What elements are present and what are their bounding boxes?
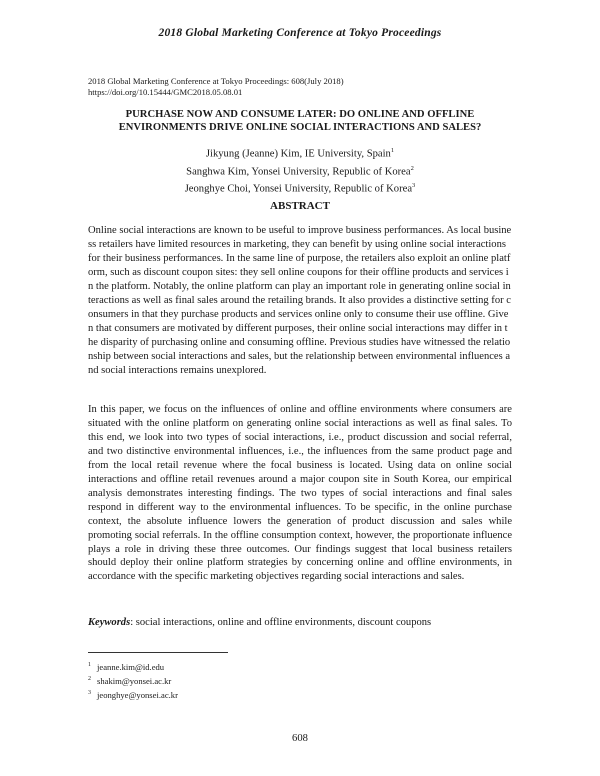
- author-1-footnote-mark[interactable]: 1: [390, 147, 395, 154]
- author-1: [60, 144, 540, 162]
- footnotes: [88, 659, 178, 701]
- publication-meta: [88, 76, 528, 98]
- footnote-3-email[interactable]: jeonghye@yonsei.ac.kr: [97, 689, 178, 700]
- author-list: [60, 144, 540, 197]
- abstract-heading: ABSTRACT: [270, 200, 330, 212]
- title-line-1: PURCHASE NOW AND CONSUME LATER: DO ONLINE AND OFFLINE: [125, 109, 475, 120]
- doi-link[interactable]: https://doi.org/10.15444/GMC2018.05.08.01: [88, 87, 243, 97]
- footnote-2-mark: 2: [88, 676, 91, 683]
- footnote-2-email[interactable]: shakim@yonsei.ac.kr: [97, 675, 172, 686]
- footnote-1-email[interactable]: jeanne.kim@id.edu: [97, 661, 165, 672]
- author-3-text: Jeonghye Choi, Yonsei University, Republic of Korea: [184, 183, 413, 195]
- footnote-1-mark: 1: [88, 662, 91, 668]
- author-3-footnote-mark[interactable]: 3: [412, 182, 416, 190]
- author-1-text: Jikyung (Jeanne) Kim, IE University, Spain: [205, 148, 391, 160]
- footnote-3: [88, 687, 178, 701]
- author-2: [60, 162, 540, 180]
- author-2-text: Sanghwa Kim, Yonsei University, Republic of Korea: [186, 166, 411, 178]
- author-2-footnote-mark[interactable]: 2: [410, 164, 414, 172]
- footnote-divider: [88, 652, 228, 653]
- abstract-paragraph-1: Online social interactions are known to be useful to improve business performances. As local business retailers have limited resources in marketing, they can benefit by using online social interactions for their business performances. In the same line of purpose, the retailers also exploit an online platform, such as discount coupon sites: they sell online coupons for their offline products and services in the platform. Notably, the online platform can play an important role in generating online social interactions as well as final sales around the retailing brands. It also provides a distinctive setting for consumers in that they purchase products and services online only to consume their use offline. Given that consumers are motivated by different purposes, their online social interactions may differ in the disparity of purchasing online and consuming offline. Previous studies have witnessed the relationship between social interactions and sales, but the relationship between environmental influences and social interactions remains unexplored.: [88, 225, 512, 376]
- paper-title: [60, 108, 540, 134]
- keywords-line: [88, 617, 528, 628]
- title-line-2: ENVIRONMENTS DRIVE ONLINE SOCIAL INTERACTIONS AND SALES?: [118, 122, 482, 133]
- abstract-paragraph-2: In this paper, we focus on the influences of online and offline environments where consumers are situated with the online platform on generating online social interactions as well as final sales. To this end, we look into two types of social interactions, i.e., product discussion and social referral, and two distinctive environmental influences, i.e., the influences from the same product page and from the local retail revenue where the focal business is located. Using data on online social interactions and offline retail revenues around a major coupon site in South Korea, our empirical analysis demonstrates interesting findings. The two types of social interactions and final sales respond in different way to the environmental influences. To be specific, in the online purchase context, the absolute influence lowers the generation of product discussion and sales while promoting social referrals. In the offline consumption context, however, the proportionate influence plays a role in driving these three outcomes. Our findings suggest that local business retailers should deploy their online platform strategies by concerning online and offline environments, in accordance with the specific marketing objectives regarding social interactions and sales.: [88, 404, 512, 583]
- footnote-1: [88, 659, 178, 673]
- footnote-2: [88, 673, 178, 687]
- running-head: 2018 Global Marketing Conference at Tokyo Proceedings: [158, 27, 442, 39]
- author-3: [60, 179, 540, 197]
- keywords-text: : social interactions, online and offline environments, discount coupons: [130, 617, 432, 628]
- footnote-3-mark: 3: [88, 690, 91, 697]
- keywords-label: Keywords: [88, 617, 131, 628]
- page-number: 608: [292, 733, 308, 744]
- citation-line: 2018 Global Marketing Conference at Tokyo Proceedings: 608(July 2018): [88, 76, 344, 86]
